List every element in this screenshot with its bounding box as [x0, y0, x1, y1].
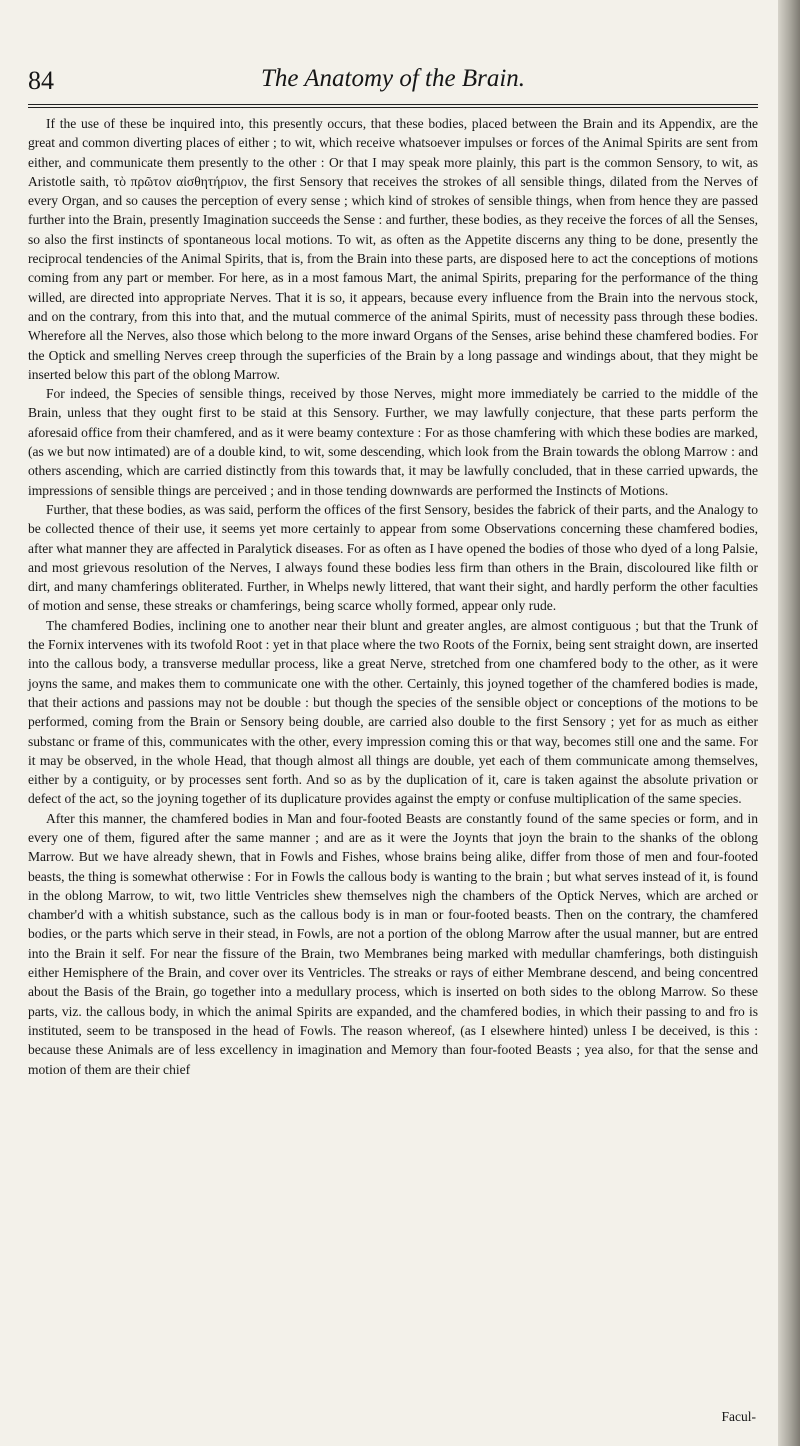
page-number: 84: [28, 66, 54, 95]
paragraph-2: For indeed, the Species of sensible things, received by those Nerves, might more immediately be carried to the middle of the Brain, unless that they ought first to be staid at this Sensory. Further, we may lawfully conjecture, that these parts perform the aforesaid office from their chamfered, and as it were beamy contexture : For as those chamfering with which these bodies are marked, (as we but now intimated) are of a double kind, to wit, some descending, which look from the Brain towards the oblong Marrow : and others ascending, which are carried distinctly from this towards that, it may be lawfully concluded, that in these carried upwards, the impressions of sensible things are perceived ; and in those tending downwards are performed the Instincts of Motions.: [28, 386, 758, 498]
page-gutter-shadow: [778, 0, 800, 1446]
paragraph-1: If the use of these be inquired into, this presently occurs, that these bodies, placed between the Brain and its Appendix, are the great and common diverting places of either ; to wit, which receive whatsoever impulses or forces of the Animal Spirits are sent from either, and communicate them presently to the other : Or that I may speak more plainly, this part is the common Sensory, to wit, as Aristotle saith, τὸ πρῶτον αἰσθητήριον, the first Sensory that receives the strokes of all sensible things, dilated from the Nerves of every Organ, and so causes the perception of every sense ; which kind of strokes of sensible things, when from hence they are passed further into the Brain, presently Imagination succeeds the Sense : and further, these bodies, as they receive the forces of all the Senses, so also the first instincts of spontaneous local motions. To wit, as often as the Appetite discerns any thing to be done, presently the reciprocal tendencies of the Animal Spirits, that is, from the Brain into these parts, are disposed here to act the conceptions of motions coming from any part or member. For here, as in a most famous Mart, the animal Spirits, preparing for the performance of the thing willed, are directed into appropriate Nerves. That it is so, it appears, because every influence from the Brain into the nervous stock, and on the contrary, from this into that, and the mutual commerce of the animal Spirits, must of necessity pass through these bodies. Wherefore all the Nerves, also those which belong to the more inward Organs of the Senses, arise behind these chamfered bodies. For the Optick and smelling Nerves creep through the superficies of the Brain by a long passage and windings about, that they might be inserted below this part of the oblong Marrow.: [28, 116, 758, 382]
catchword: Facul-: [721, 1409, 756, 1424]
body-text: [28, 114, 758, 1079]
paragraph-3: Further, that these bodies, as was said, perform the offices of the first Sensory, besides the fabrick of their parts, and the Analogy to be collected thence of their use, it seems yet more certainly to appear from some Observations concerning these chamfered bodies, after what manner they are affected in Paralytick diseases. For as often as I have opened the bodies of those who dyed of a long Palsie, and most grievous resolution of the Nerves, I always found these bodies less firm than others in the Brain, discoloured like filth or dirt, and many chamferings obliterated. Further, in Whelps newly littered, that want their sight, and hardly perform the other faculties of motion and sense, these streaks or chamferings, being scarce wholly formed, appear only rude.: [28, 501, 758, 614]
paragraph-5: After this manner, the chamfered bodies in Man and four-footed Beasts are constantly found of the same species or form, and in every one of them, figured after the same manner ; and are as it were the Joynts that joyn the brain to the shanks of the oblong Marrow. But we have already shewn, that in Fowls and Fishes, whose brains being alike, differ from those of men and four-footed beasts, the thing is somewhat otherwise : For in Fowls the callous body is wanting to the brain ; but what serves instead of it, is found in the oblong Marrow, to wit, two little Ventricles shew themselves nigh the chambers of the Optick Nerves, which are arched or chamber'd with a whitish substance, such as the callous body is in man or four-footed beasts. Then on the contrary, the chamfered bodies, or the parts which serve in their stead, in Fowls, are not a portion of the oblong Marrow after the usual manner, but are entred into the Brain it self. For near the fissure of the Brain, two Membranes being marked with medullar chamferings, both distinguish either Hemisphere of the Brain, and cover over its Ventricles. The streaks or rays of either Membrane descend, and being concentred about the Basis of the Brain, go together into a medullary process, which is inserted on both sides to the oblong Marrow. So these parts, viz. the callous body, in which the animal Spirits are expanded, and the chamfered bodies, in which their passing to and fro is instituted, seem to be transposed in the head of Fowls. The reason whereof, (as I elsewhere hinted) unless I be deceived, is this : because these Animals are of less excellency in imagination and Memory than four-footed Beasts ; yea also, for that the sense and motion of them are their chief: [28, 810, 758, 1077]
header-rule: [28, 104, 758, 108]
running-title: The Anatomy of the Brain.: [260, 65, 526, 92]
page-header: [28, 62, 758, 106]
paragraph-4: The chamfered Bodies, inclining one to another near their blunt and greater angles, are almost contiguous ; but that the Trunk of the Fornix intervenes with its twofold Root : yet in that place where the two Roots of the Fornix, being sent straight down, are inserted into the callous body, a transverse medullar process, like a great Nerve, stretched from one chamfered body to the other, as it were joyns the same, and makes them to communicate one with the other. Certainly, this joyned together of the chamfered bodies is made, that their actions and passions may not be double : but though the species of the sensible object or conceptions of the motions to be performed, coming from the Brain or Sensory being double, are carried also double to the first Sensory ; yet for as much as either substanc or frame of this, communicates with the other, every impression coming this or that way, becomes still one and the same. For it may be observed, in the whole Head, that though almost all things are double, yet each of them communicate among themselves, either by a contiguity, or by processes sent forth. And so as by the duplication of it, care is taken against the absolute privation or defect of the act, so the joyning together of its duplicature provides against the empty or confuse multiplication of the same species.: [28, 617, 758, 807]
